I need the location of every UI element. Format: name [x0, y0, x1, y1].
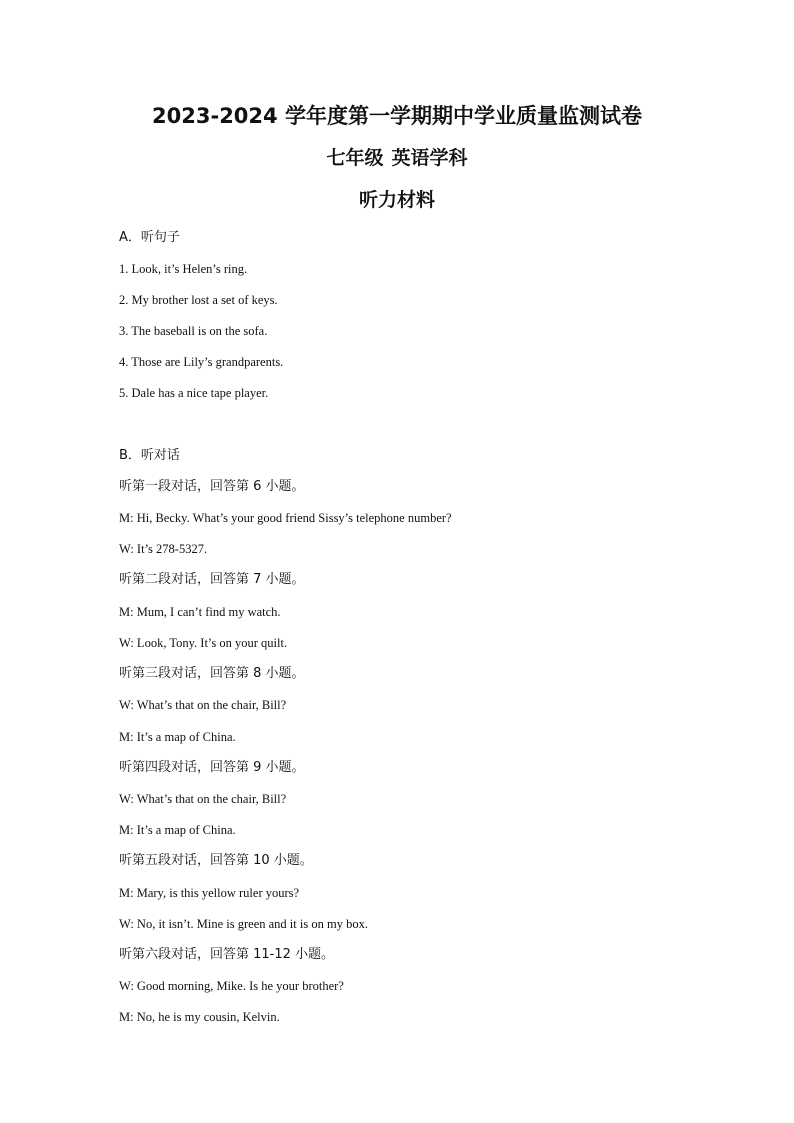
part-a-heading: A．听句子	[119, 230, 180, 245]
grade-label: 七年级	[326, 147, 384, 169]
dialogue-4-line-1: W: What’s that on the chair, Bill?	[119, 792, 287, 806]
dialogue-4-line-2: M: It’s a map of China.	[119, 823, 236, 837]
dialogue-2-intro: 听第二段对话，回答第 7 小题。	[119, 572, 305, 587]
dialogue-6-line-2: M: No, he is my cousin, Kelvin.	[119, 1010, 280, 1024]
dialogue-6-line-1: W: Good morning, Mike. Is he your brother?	[119, 979, 344, 993]
part-b-heading: B．听对话	[119, 448, 180, 463]
dialogue-6-intro: 听第六段对话，回答第 11-12 小题。	[119, 947, 335, 962]
dialogue-3-line-1: W: What’s that on the chair, Bill?	[119, 698, 287, 712]
dialogue-3-line-2: M: It’s a map of China.	[119, 730, 236, 744]
exam-title: 2023-2024 学年度第一学期期中学业质量监测试卷	[152, 104, 642, 128]
sentence-4: 4. Those are Lily’s grandparents.	[119, 355, 284, 369]
dialogue-1-line-2: W: It’s 278-5327.	[119, 542, 208, 556]
dialogue-1-line-1: M: Hi, Becky. What’s your good friend Sissy’s telephone number?	[119, 511, 452, 525]
dialogue-3-intro: 听第三段对话，回答第 8 小题。	[119, 666, 305, 681]
dialogue-2-line-2: W: Look, Tony. It’s on your quilt.	[119, 636, 288, 650]
dialogue-5-line-1: M: Mary, is this yellow ruler yours?	[119, 886, 300, 900]
dialogue-1-intro: 听第一段对话，回答第 6 小题。	[119, 479, 305, 494]
exam-subtitle	[0, 144, 794, 172]
dialogue-5-line-2: W: No, it isn’t. Mine is green and it is on my box.	[119, 917, 368, 931]
dialogue-4-intro: 听第四段对话，回答第 9 小题。	[119, 760, 305, 775]
section-title: 听力材料	[358, 189, 435, 211]
sentence-5: 5. Dale has a nice tape player.	[119, 386, 269, 400]
sentence-2: 2. My brother lost a set of keys.	[119, 293, 278, 307]
dialogue-5-intro: 听第五段对话，回答第 10 小题。	[119, 853, 313, 868]
sentence-1: 1. Look, it’s Helen’s ring.	[119, 262, 248, 276]
dialogue-2-line-1: M: Mum, I can’t find my watch.	[119, 605, 281, 619]
sentence-3: 3. The baseball is on the sofa.	[119, 324, 268, 338]
subject-label: 英语学科	[391, 147, 468, 169]
